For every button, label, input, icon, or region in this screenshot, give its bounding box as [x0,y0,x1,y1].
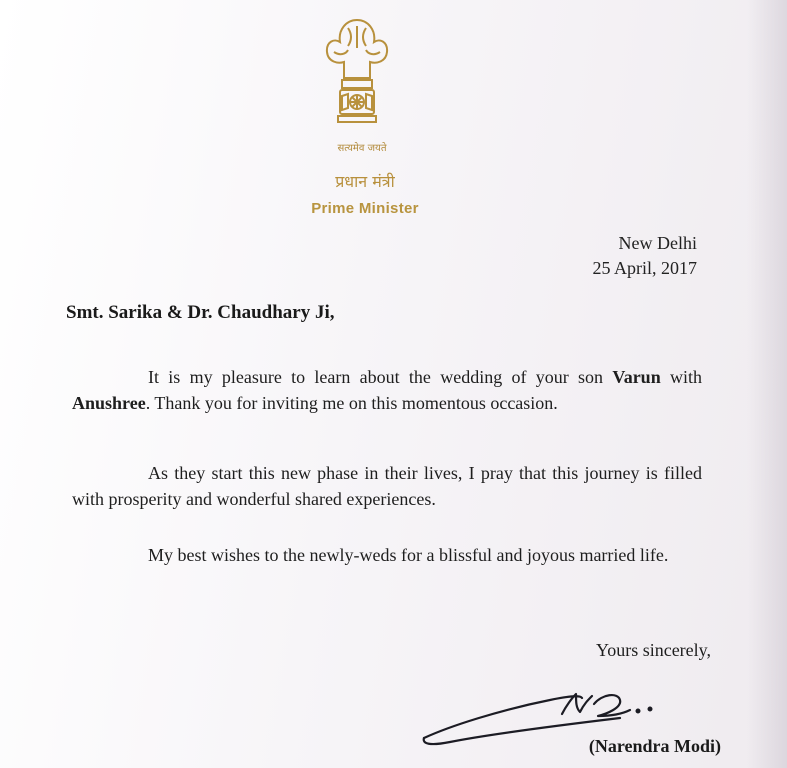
signee-name: (Narendra Modi) [588,736,721,756]
salutation: Smt. Sarika & Dr. Chaudhary Ji, [66,302,335,323]
office-title-english: Prime Minister [311,200,419,217]
office-title-hindi: प्रधान मंत्री [335,172,395,191]
p1-text-b: with [670,367,703,387]
p3-text: My best wishes to the newly-weds for a blissful and joyous married life. [148,545,669,565]
paragraph-3 [72,542,702,568]
letter-place: New Delhi [618,233,697,253]
letter-date: 25 April, 2017 [592,258,697,278]
groom-name: Varun [612,367,661,387]
paragraph-1 [72,364,702,416]
p2-text: As they start this new phase in their lives, I pray that this journey is filled with prosperity and wonderful shared experiences. [72,463,702,509]
emblem-motto: सत्यमेव जयते [337,143,387,154]
p1-text-c: . Thank you for inviting me on this momentous occasion. [145,393,558,413]
paragraph-2 [72,460,702,512]
national-emblem-icon [312,8,402,148]
bride-name: Anushree [72,393,146,413]
p1-text-a: It is my pleasure to learn about the wedding of your son [148,367,604,387]
closing: Yours sincerely, [596,640,711,660]
